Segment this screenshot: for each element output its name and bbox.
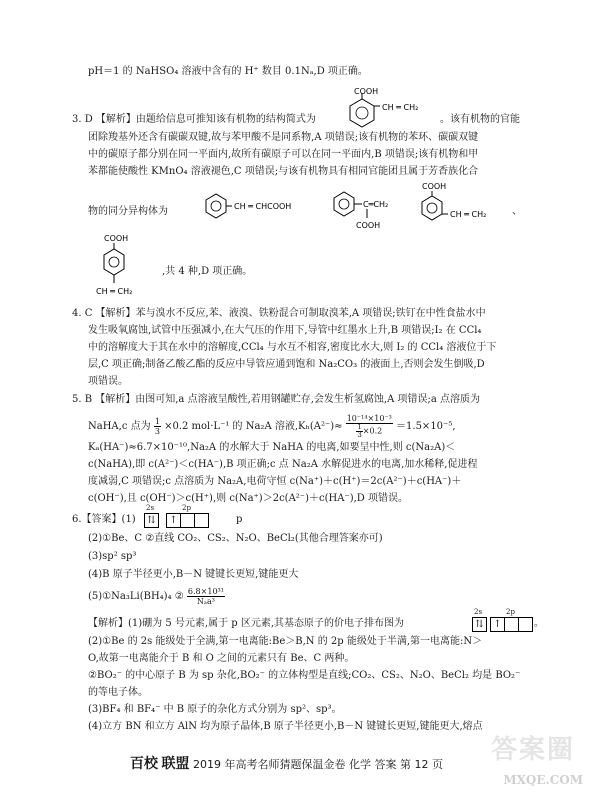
frac-num: 6.8×10³¹ [187, 587, 224, 596]
orbital-cell [195, 514, 208, 527]
orbital-box-2p [490, 617, 533, 632]
orbital-cell: ↑ [491, 618, 505, 631]
orbital-box-2s [472, 617, 487, 632]
text-line: pH＝1 的 NaHSO₄ 溶液中含有的 H⁺ 数目 0.1Nₐ,D 项正确。 [88, 66, 368, 77]
text-line: 4. C 【解析】苯与溴水不反应,苯、液溴、铁粉混合可制取溴苯,A 项错误;铁钉在中性食盐水中 [72, 308, 486, 319]
cooh-label: COOH [354, 88, 379, 96]
isomer-1 [200, 190, 316, 224]
isomer-3-label: CH ═ CH₂ [450, 210, 487, 219]
page-footer [130, 754, 443, 776]
text-line: p [236, 514, 243, 525]
text-line: 中的溶解度大于其在水中的溶解度,CCl₄ 与水互不相容,密度比水大,则 I₂ 的 CCl₄ 溶液位于下 [88, 342, 497, 353]
frac-den: Nₐa³ [196, 597, 215, 606]
text-line: 度减弱,C 项错误;c 点溶质为 Na₂A,电荷守恒 c(Na⁺)＋c(H⁺)＝2c(A²⁻)＋c(HA⁻)＋ [88, 476, 462, 487]
text-line: (4)B 原子半径更小,B－N 键键长更短,键能更大 [88, 569, 299, 580]
text-line: 项错误。 [88, 376, 128, 387]
text-line [88, 587, 225, 606]
isomer-4-label: CH ═ CH₂ [96, 287, 133, 296]
watermark-logo: 答案圈 [490, 734, 575, 765]
frac-num: 1 [154, 417, 160, 426]
frac-den-den: 3 [357, 431, 362, 439]
footer-text: 2019 年高考名师猜题保温金卷 化学 答案 第 12 页 [193, 758, 443, 771]
watermark-url: MXQE.COM [503, 773, 583, 788]
text-line: 的等电子体。 [88, 687, 148, 698]
isomer-1-label: CH ═ CHCOOH [234, 202, 292, 211]
frac-den [346, 424, 393, 439]
orbital-cell [505, 618, 519, 631]
text-line: 。 [534, 618, 544, 629]
text-line: (2)①Be 的 2s 能级处于全满,第一电离能:Be＞B,N 的 2p 能级处于半满,第一电离能:N＞ [88, 636, 483, 647]
frac-den-num: 1 [357, 423, 362, 431]
orbital-label-2p: 2p [506, 608, 515, 616]
orbital-cell: ⇅ [475, 619, 484, 630]
text-line: Kₐ(HA⁻)≈6.7×10⁻¹⁰,Na₂A 的水解大于 NaHA 的电离,如要呈中性,则 c(Na₂A)＜ [88, 442, 456, 453]
isomer-2 [330, 186, 408, 234]
isomer-2-cooh: COOH [356, 221, 381, 230]
text-segment: NaHA,c 点为 [88, 421, 151, 432]
isomer-4 [94, 232, 164, 304]
orbital-label-2s: 2s [146, 504, 155, 512]
text-line: (3)BF₄ 和 BF₄⁻ 中 B 原子的杂化方式分别为 sp²、sp³。 [88, 704, 342, 715]
text-segment: ＝1.5×10⁻⁵, [396, 421, 456, 432]
footer-brand: 联盟 [161, 756, 190, 772]
fraction-kh [346, 414, 393, 439]
text-line [88, 414, 456, 439]
text-line: 6.【答案】(1) [72, 514, 136, 525]
text-line: (3)sp² sp³ [88, 551, 137, 562]
text-line: 团除羧基外还含有碳碳双键,故与苯甲酸不是同系物,A 项错误;该有机物的苯环、碳碳双键 [88, 132, 479, 143]
text-line: 【解析】(1)硼为 5 号元素,属于 p 区元素,其基态原子的价电子排布图为 [88, 618, 405, 629]
orbital-cell: ↑ [167, 514, 181, 527]
footer-brand: 百校 [130, 756, 158, 772]
orbital-cell: ⇅ [147, 515, 156, 526]
orbital-cell [181, 514, 195, 527]
isomer-4-cooh: COOH [104, 234, 129, 243]
text-line: ②BO₂⁻ 的中心原子 B 为 sp 杂化,BO₂⁻ 的立体构型是直线;CO₂、CS₂、N₂O、BeCl₂ 均是 BO₂⁻ [88, 670, 521, 681]
fraction-one-third [154, 417, 161, 436]
isomer-2-label: C═CH₂ [363, 200, 389, 209]
text-line: c(NaHA),即 c(A²⁻)＜c(HA⁻),B 项正确;c 点 Na₂A 水解促进水的电离,加水稀释,促进程 [88, 459, 478, 470]
text-line: 中的碳原子都分别在同一平面内,故所有碳原子可以在同一平面内,B 项错误;该有机物和甲 [88, 149, 479, 160]
text-line: 物的同分异构体为 [88, 206, 168, 217]
text-line: c(OH⁻),且 c(OH⁻)＞c(H⁺),则 c(Na⁺)＞2c(A²⁻)＋c(HA⁻),D 项错误。 [88, 493, 408, 504]
frac-den-tail: ×0.2 [362, 426, 383, 436]
text-segment: (5)①Na₃Li(BH₄)₄ ② [88, 591, 184, 602]
text-line: 层,C 项正确;制备乙酸乙酯的反应中导管应通到饱和 Na₂CO₃ 的液面上,否则会发生倒吸,D [88, 359, 485, 370]
text-line: ,共 4 种,D 项正确。 [162, 266, 253, 277]
text-line: O,故第一电离能介于 B 和 O 之间的元素只有 Be、C 两种。 [88, 653, 355, 664]
text-line: 发生吸氧腐蚀,试管中压强减小,在大气压的作用下,导管中红墨水上升,B 项错误;I₂ 在 CCl₄ [88, 325, 482, 336]
fraction-density [187, 587, 225, 606]
text-line: (2)①Be、C ②直线 CO₂、CS₂、N₂O、BeCl₂(其他合理答案亦可) [88, 533, 383, 544]
isomer-3 [410, 180, 510, 228]
vinyl-label: CH ═ CH₂ [382, 103, 419, 112]
text-line: 5. B 【解析】由图可知,a 点溶液呈酸性,若用钢罐贮存,会发生析氢腐蚀,A 项错误;a 点溶质为 [72, 394, 481, 405]
text-line: 。该有机物的官能 [440, 114, 520, 125]
orbital-label-2p: 2p [182, 504, 191, 512]
text-line: 苯都能使酸性 KMnO₄ 溶液褪色,C 项错误;与该有机物具有相同官能团且属于芳香族化合 [88, 166, 479, 177]
isomer-3-cooh: COOH [422, 182, 447, 191]
text-line: (4)立方 BN 和立方 AlN 均为原子晶体,B 原子半径更小,B－N 键键长更短,键能更大,熔点 [88, 721, 483, 732]
orbital-cell [519, 618, 532, 631]
orbital-box-2s [144, 513, 159, 528]
text-line: 3. D 【解析】由题给信息可推知该有机物的结构简式为 [72, 114, 316, 125]
structure-formula-main [332, 88, 432, 130]
orbital-box-2p [166, 513, 209, 528]
text-segment: ×0.2 mol·L⁻¹ 的 Na₂A 溶液,Kₕ(A²⁻)≈ [164, 421, 343, 432]
separator: 、 [512, 206, 522, 217]
frac-num: 10⁻¹⁴×10⁻³ [346, 414, 392, 423]
orbital-label-2s: 2s [474, 608, 483, 616]
frac-den: 3 [154, 427, 160, 436]
